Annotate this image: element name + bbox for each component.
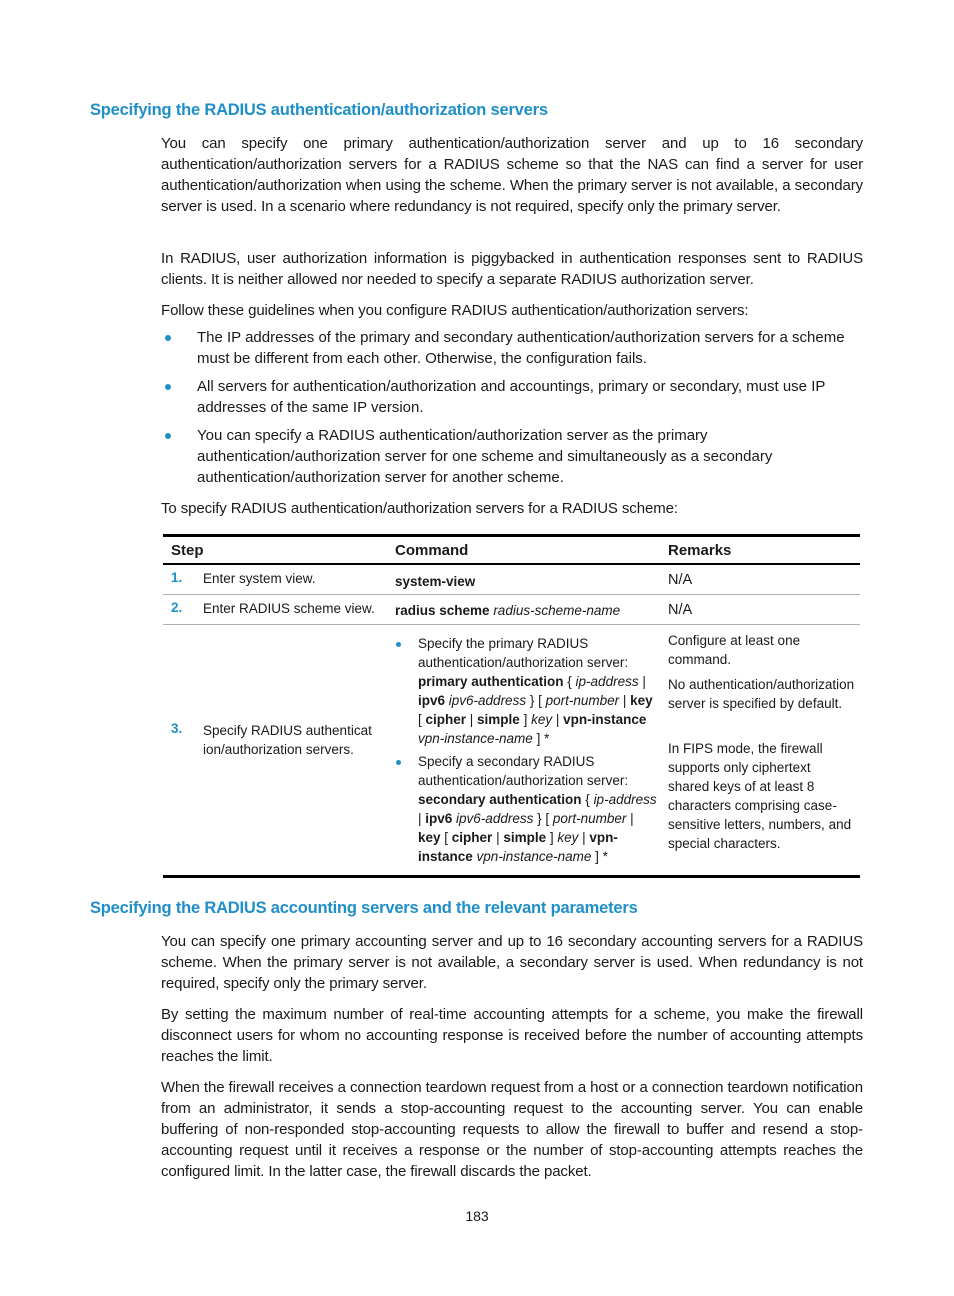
command-argument: vpn-instance-name xyxy=(418,731,533,746)
paragraph-accounting-intro: You can specify one primary accounting server and up to 16 secondary accounting servers for a RADIUS scheme. When the primary server is not available, a secondary server is used. When redundancy is not required, specify only the primary server. xyxy=(161,933,863,992)
paragraph-stop-accounting: When the firewall receives a connection teardown request from a host or a connection teardown notification from an administrator, it sends a stop-accounting request to the accounting server. You can enable buffering of non-responded stop-accounting requests to allow the firewall to buffer and resend a stop-accounting request until it receives a response or the number of stop-accounting attempts reaches the configured limit. In the latter case, the firewall discards the packet. xyxy=(161,1079,863,1180)
command-argument: port-number xyxy=(552,811,627,826)
paragraph-authorization-info: In RADIUS, user authorization information is piggybacked in authentication responses sent to RADIUS clients. It is neither allowed nor needed to specify a separate RADIUS authorization server. xyxy=(161,250,863,288)
paragraph-realtime-accounting: By setting the maximum number of real-time accounting attempts for a scheme, you make the firewall disconnect users for whom no accounting response is received before the number of accounting attempts reaches the limit. xyxy=(161,1006,863,1065)
table-top-rule xyxy=(163,534,860,537)
table-bottom-rule xyxy=(163,875,860,878)
step-number: 3. xyxy=(171,721,183,736)
command-intro: Specify the primary RADIUS authentication/authorization server: xyxy=(418,636,629,670)
command-argument: port-number xyxy=(545,693,620,708)
command-keyword: cipher xyxy=(425,712,467,727)
column-header-command: Command xyxy=(395,542,469,559)
remarks-text: No authentication/authorization server is specified by default. xyxy=(668,677,855,711)
bullet-dot-icon xyxy=(165,433,171,439)
step-number: 1. xyxy=(171,570,183,585)
command-keyword: key xyxy=(630,693,653,708)
page-number: 183 xyxy=(465,1208,489,1224)
command-argument: ipv6-address xyxy=(456,811,534,826)
bullet-dot-icon xyxy=(396,760,401,765)
command-primary-block: Specify the primary RADIUS authentication/authorization server: primary authentication { ip-address | ipv6 ipv6-address } [ port-number | key [ cipher | simple ] key | vpn-instance vpn-instance-name ] * xyxy=(418,636,653,746)
remarks-text: N/A xyxy=(668,572,693,588)
command-keyword: ipv6 xyxy=(425,811,453,826)
command-argument: key xyxy=(557,830,579,845)
remarks-text: N/A xyxy=(668,602,693,618)
command-keyword: secondary authentication xyxy=(418,792,582,807)
command-keyword: vpn-instance xyxy=(563,712,647,727)
command-argument: key xyxy=(531,712,553,727)
list-item xyxy=(161,425,863,488)
step-description: Specify RADIUS authentication/authorization servers. xyxy=(203,723,372,757)
command-text: system-view xyxy=(395,574,476,589)
step-description: Enter RADIUS scheme view. xyxy=(203,601,375,616)
row-divider xyxy=(163,594,860,595)
remarks-text: Configure at least one command. xyxy=(668,633,801,667)
section-heading-auth-servers: Specifying the RADIUS authentication/authorization servers xyxy=(90,101,548,119)
command-argument: vpn-instance-name xyxy=(476,849,592,864)
step-number: 2. xyxy=(171,600,183,615)
column-header-remarks: Remarks xyxy=(668,542,732,559)
column-header-step: Step xyxy=(171,542,204,559)
command-secondary-block: Specify a secondary RADIUS authentication/authorization server: secondary authentication { ip-address | ipv6 ipv6-address } [ port-number | key [ cipher | simple ] key | vpn-instance vpn-instance-name ] * xyxy=(418,754,657,864)
command-argument: ip-address xyxy=(593,792,657,807)
command-keyword: simple xyxy=(477,712,520,727)
command-intro: Specify a secondary RADIUS authentication/authorization server: xyxy=(418,754,629,788)
remarks-text: In FIPS mode, the firewall supports only ciphertext shared keys of at least 8 characters comprising case-sensitive letters, numbers, and special characters. xyxy=(668,741,852,851)
command-keyword: vpn-instance xyxy=(418,830,618,864)
command-keyword: primary authentication xyxy=(418,674,564,689)
bullet-dot-icon xyxy=(165,335,171,341)
list-item xyxy=(161,376,863,418)
command-keyword: radius scheme xyxy=(395,603,490,618)
row-divider xyxy=(163,624,860,625)
command-keyword: simple xyxy=(503,830,547,845)
paragraph-auth-intro: You can specify one primary authentication/authorization server and up to 16 secondary authentication/authorization servers for a RADIUS scheme so that the NAS can find a server for user authentication/authorization when using the scheme. When the primary server is not available, a secondary server is used. In a scenario where redundancy is not required, specify only the primary server. xyxy=(161,135,863,215)
command-text xyxy=(395,601,620,620)
paragraph-guidelines-intro: Follow these guidelines when you configure RADIUS authentication/authorization servers: xyxy=(161,302,749,319)
paragraph-table-intro: To specify RADIUS authentication/authorization servers for a RADIUS scheme: xyxy=(161,500,678,517)
command-argument: radius-scheme-name xyxy=(493,603,621,618)
command-argument: ip-address xyxy=(575,674,639,689)
bullet-dot-icon xyxy=(165,384,171,390)
list-item-text: All servers for authentication/authorization and accountings, primary or secondary, must use IP addresses of the same IP version. xyxy=(197,378,826,416)
config-steps-table xyxy=(163,534,860,879)
command-argument: ipv6-address xyxy=(448,693,527,708)
table-header-rule xyxy=(163,563,860,565)
list-item-text: The IP addresses of the primary and secondary authentication/authorization servers for a scheme must be different from each other. Otherwise, the configuration fails. xyxy=(197,329,845,367)
command-keyword: ipv6 xyxy=(418,693,446,708)
bullet-dot-icon xyxy=(396,642,401,647)
command-keyword: key xyxy=(418,830,441,845)
section-heading-accounting-servers: Specifying the RADIUS accounting servers and the relevant parameters xyxy=(90,899,638,917)
command-keyword: cipher xyxy=(451,830,493,845)
list-item-text: You can specify a RADIUS authentication/authorization server as the primary authentication/authorization server for one scheme and simultaneously as a secondary authentication/authorization server for another scheme. xyxy=(197,427,773,486)
step-description: Enter system view. xyxy=(203,571,316,586)
list-item xyxy=(161,327,863,369)
